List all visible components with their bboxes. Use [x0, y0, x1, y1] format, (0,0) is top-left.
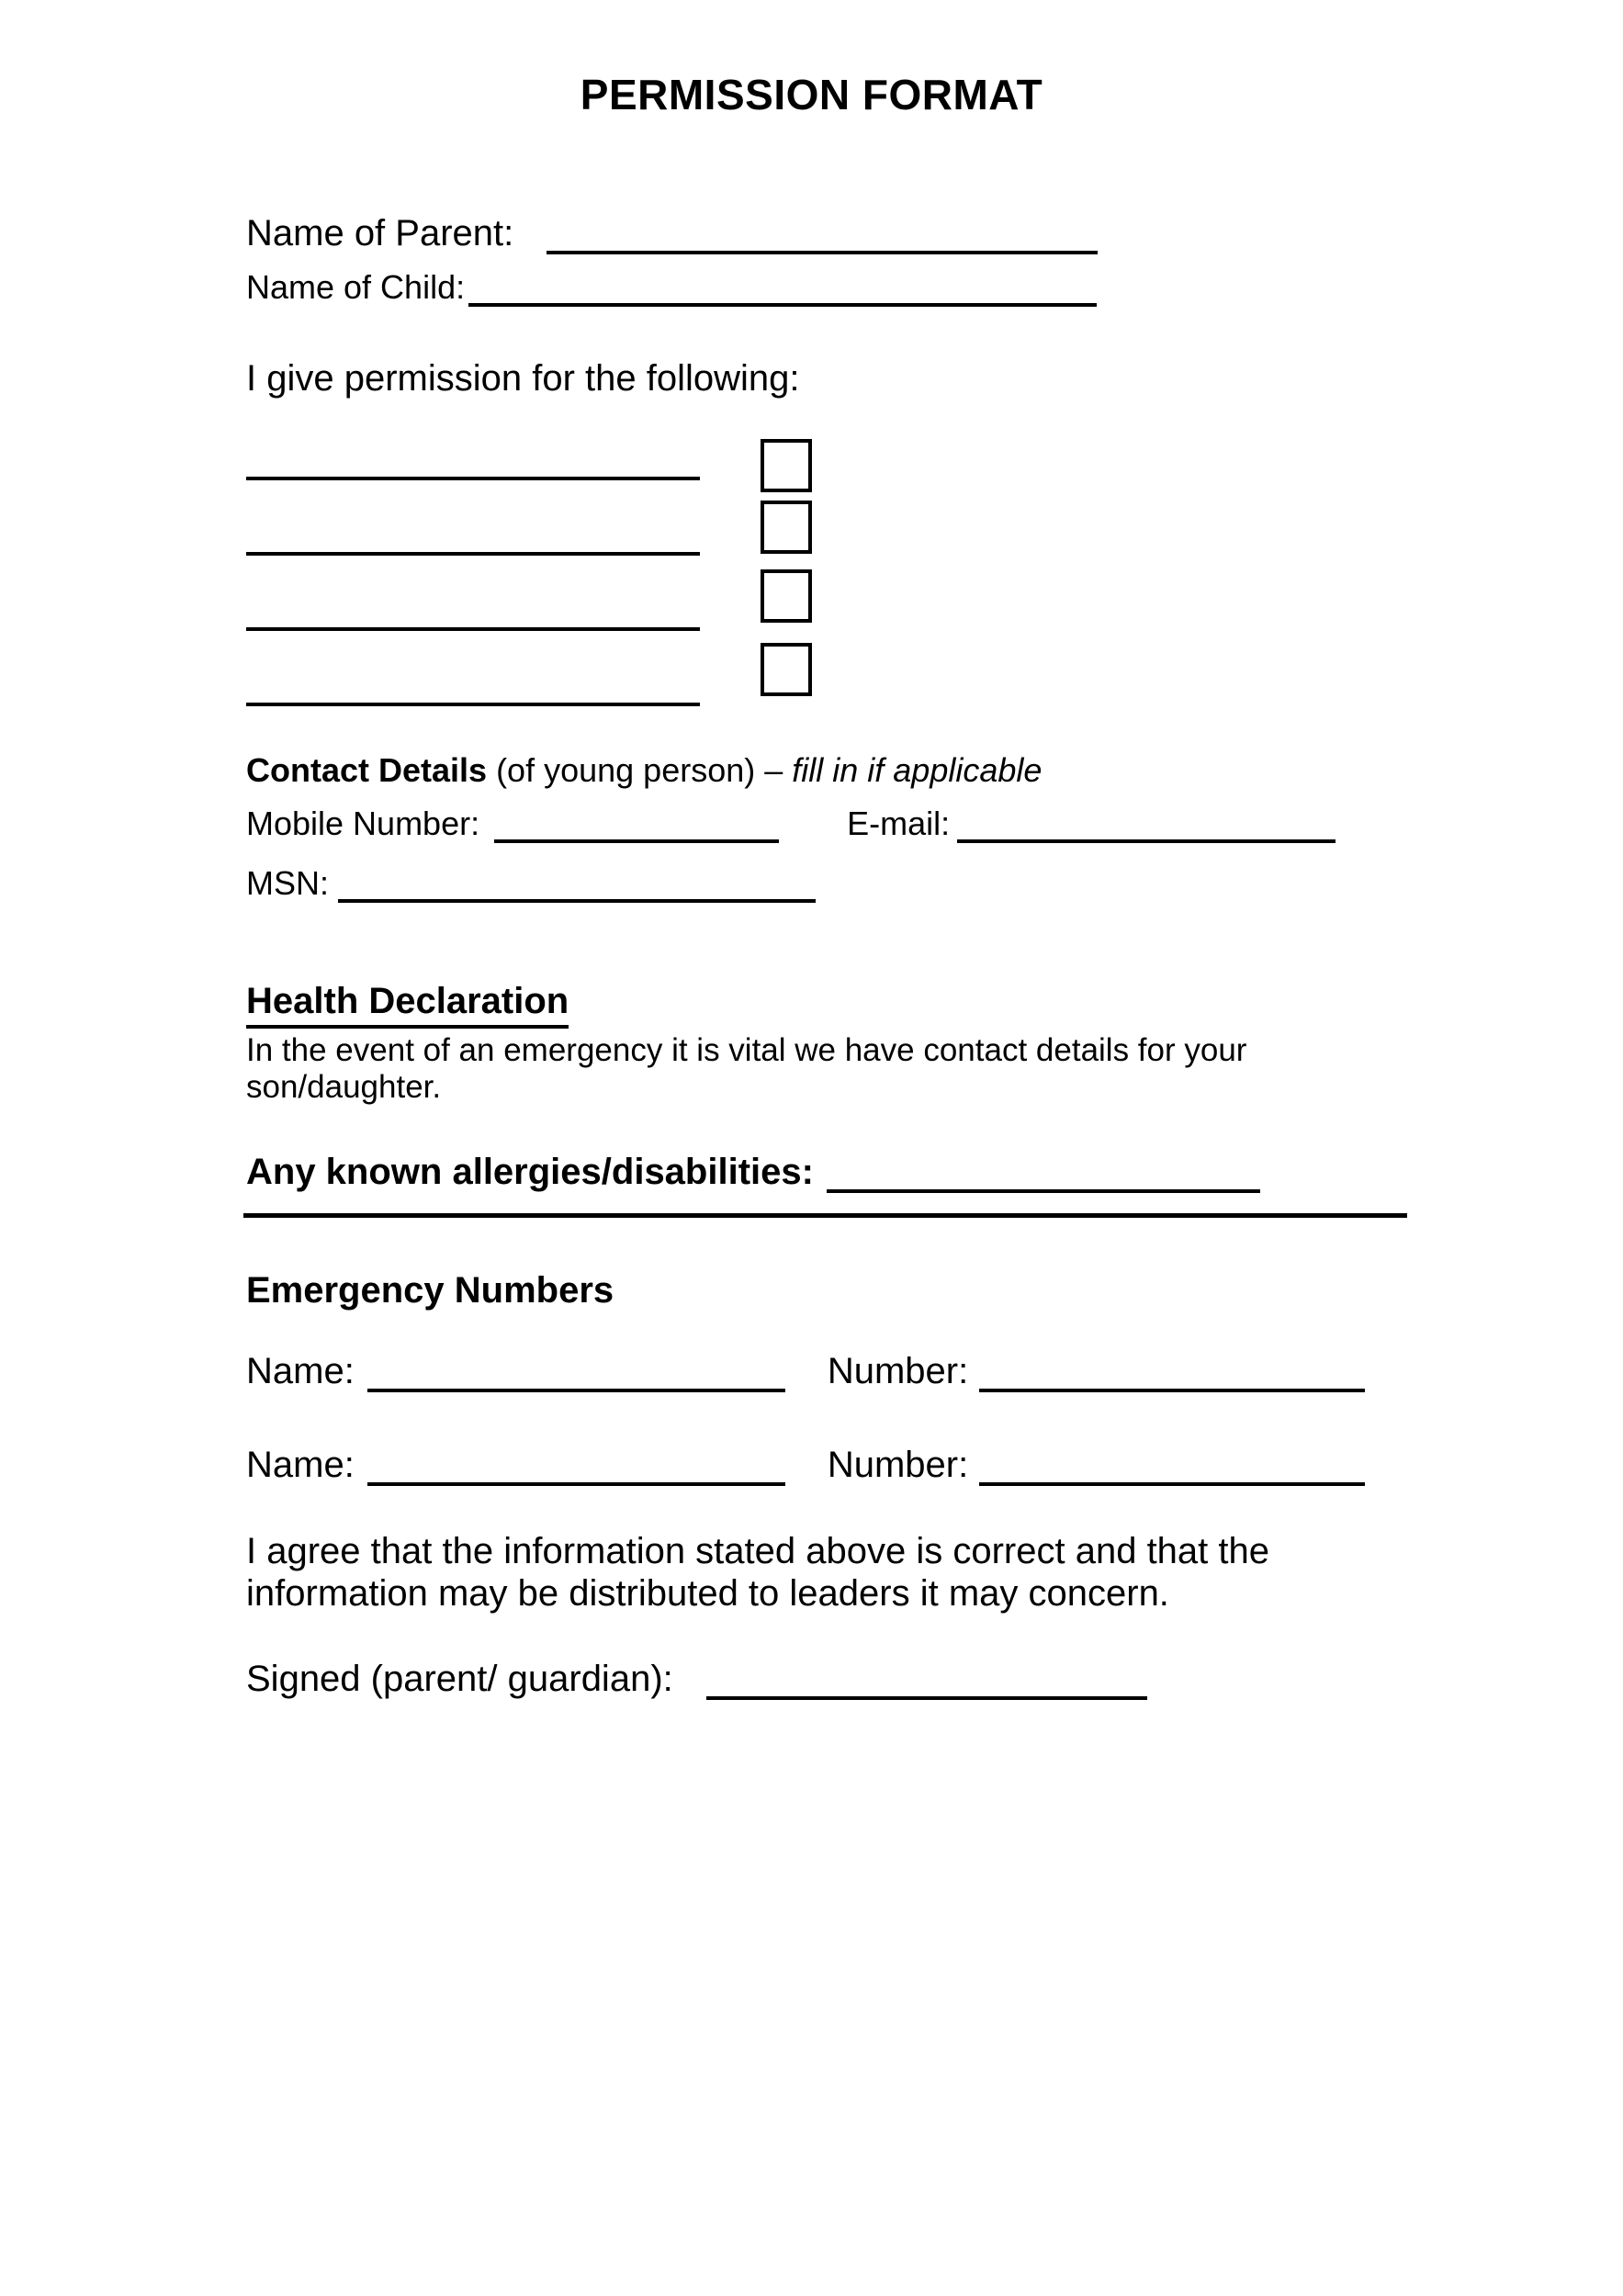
permission-checkbox[interactable]: [761, 643, 812, 696]
msn-field-line[interactable]: [338, 899, 816, 903]
permission-item-field-line[interactable]: [246, 477, 700, 480]
permission-item-row: [246, 556, 812, 631]
health-declaration-body: [246, 1032, 1246, 1106]
msn-row: [246, 864, 816, 903]
health-declaration-heading: [246, 981, 569, 1029]
mobile-number-field-line[interactable]: [494, 839, 779, 843]
emergency-number-label: Number:: [827, 1351, 969, 1391]
agreement-paragraph: [246, 1530, 1269, 1615]
health-body-line: son/daughter.: [246, 1069, 442, 1105]
email-label: E-mail:: [847, 805, 951, 842]
permission-list: [246, 405, 812, 706]
agreement-line: I agree that the information stated above is correct and that the: [246, 1531, 1270, 1571]
allergies-row: [246, 1152, 1260, 1193]
permission-checkbox[interactable]: [761, 569, 812, 623]
contact-details-heading: [246, 751, 1042, 790]
agreement-line: information may be distributed to leaders it may concern.: [246, 1573, 1169, 1614]
emergency-name-field-line[interactable]: [367, 1389, 785, 1392]
emergency-name-label: Name:: [246, 1445, 355, 1485]
permission-checkbox[interactable]: [761, 439, 812, 492]
child-name-row: [246, 268, 1097, 307]
emergency-name-field-line[interactable]: [367, 1482, 785, 1486]
allergies-label: Any known allergies/disabilities:: [246, 1152, 814, 1192]
allergies-field-line[interactable]: [827, 1189, 1260, 1193]
emergency-number-label: Number:: [827, 1445, 969, 1485]
emergency-row: [246, 1445, 1365, 1486]
form-title: PERMISSION FORMAT: [580, 71, 1043, 118]
emergency-numbers-heading: Emergency Numbers: [246, 1270, 614, 1311]
emergency-row: [246, 1351, 1365, 1392]
parent-name-label: Name of Parent:: [246, 213, 514, 253]
email-field-line[interactable]: [957, 839, 1336, 843]
permission-item-field-line[interactable]: [246, 627, 700, 631]
permission-checkbox[interactable]: [761, 501, 812, 554]
contact-details-heading-normal: (of young person) –: [487, 751, 793, 789]
mobile-email-row: [246, 805, 1336, 843]
msn-label: MSN:: [246, 864, 329, 902]
emergency-number-field-line[interactable]: [979, 1482, 1365, 1486]
parent-name-field-line[interactable]: [547, 251, 1098, 254]
signed-field-line[interactable]: [706, 1696, 1147, 1700]
emergency-name-label: Name:: [246, 1351, 355, 1391]
contact-details-heading-italic: fill in if applicable: [792, 751, 1043, 789]
permission-intro: I give permission for the following:: [246, 358, 800, 399]
emergency-number-field-line[interactable]: [979, 1389, 1365, 1392]
health-body-line: In the event of an emergency it is vital we have contact details for your: [246, 1032, 1247, 1068]
section-divider-rule: [243, 1213, 1407, 1218]
contact-details-heading-bold: Contact Details: [246, 751, 488, 789]
permission-item-field-line[interactable]: [246, 552, 700, 556]
permission-item-row: [246, 631, 812, 706]
mobile-number-label: Mobile Number:: [246, 805, 480, 842]
signed-label: Signed (parent/ guardian):: [246, 1659, 673, 1699]
permission-item-row: [246, 405, 812, 480]
parent-name-row: [246, 213, 1098, 254]
child-name-label: Name of Child:: [246, 268, 466, 306]
permission-item-field-line[interactable]: [246, 703, 700, 706]
signed-row: [246, 1659, 1147, 1700]
health-declaration-heading-text: Health Declaration: [246, 981, 569, 1029]
permission-item-row: [246, 480, 812, 556]
child-name-field-line[interactable]: [468, 303, 1097, 307]
